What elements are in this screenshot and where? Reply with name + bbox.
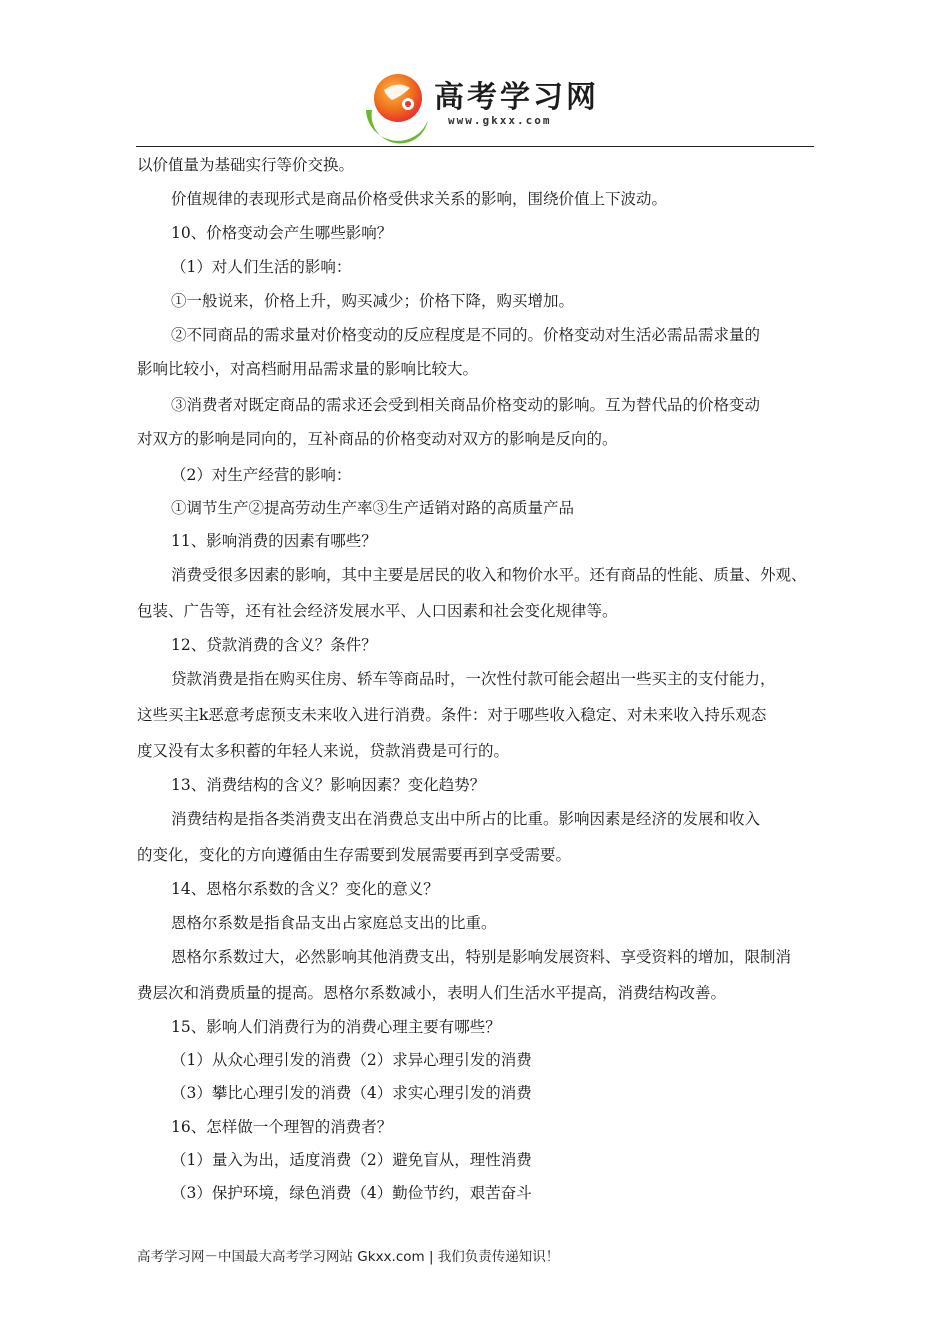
page-header xyxy=(0,0,950,150)
text-line: 价值规律的表现形式是商品价格受供求关系的影响，围绕价值上下波动。 xyxy=(171,190,668,208)
question-heading: 10、价格变动会产生哪些影响？ xyxy=(171,224,393,242)
text-line: 恩格尔系数是指食品支出占家庭总支出的比重。 xyxy=(171,914,497,932)
text-line: ①调节生产②提高劳动生产率③生产适销对路的高质量产品 xyxy=(171,499,575,517)
text-line: ①一般说来，价格上升，购买减少；价格下降，购买增加。 xyxy=(171,292,575,310)
question-heading: 13、消费结构的含义？影响因素？变化趋势？ xyxy=(171,776,486,794)
question-heading: 11、影响消费的因素有哪些？ xyxy=(171,532,377,550)
text-line: ③消费者对既定商品的需求还会受到相关商品价格变动的影响。互为替代品的价格变动 xyxy=(171,396,761,414)
text-line: 对双方的影响是同向的，互补商品的价格变动对双方的影响是反向的。 xyxy=(137,430,618,448)
text-line: 这些买主k恶意考虑预支未来收入进行消费。条件：对于哪些收入稳定、对未来收入持乐观态 xyxy=(137,706,767,724)
text-line: （1）量入为出，适度消费（2）避免盲从，理性消费 xyxy=(171,1151,532,1169)
text-line: 费层次和消费质量的提高。恩格尔系数减小，表明人们生活水平提高，消费结构改善。 xyxy=(137,984,727,1002)
logo-mark-icon xyxy=(358,66,438,146)
text-line: （2）对生产经营的影响： xyxy=(171,466,352,484)
text-line: 消费结构是指各类消费支出在消费总支出中所占的比重。影响因素是经济的发展和收入 xyxy=(171,810,761,828)
text-line: 包装、广告等，还有社会经济发展水平、人口因素和社会变化规律等。 xyxy=(137,602,618,620)
text-line: （3）保护环境，绿色消费（4）勤俭节约，艰苦奋斗 xyxy=(171,1184,532,1202)
question-heading: 16、怎样做一个理智的消费者？ xyxy=(171,1118,393,1136)
text-line: 贷款消费是指在购买住房、轿车等商品时，一次性付款可能会超出一些买主的支付能力， xyxy=(171,670,776,688)
text-line: （1）从众心理引发的消费（2）求异心理引发的消费 xyxy=(171,1051,532,1069)
text-line: 以价值量为基础实行等价交换。 xyxy=(137,156,355,174)
text-line: 消费受很多因素的影响，其中主要是居民的收入和物价水平。还有商品的性能、质量、外观、 xyxy=(171,566,807,584)
question-heading: 12、贷款消费的含义？条件？ xyxy=(171,636,377,654)
question-heading: 14、恩格尔系数的含义？变化的意义？ xyxy=(171,880,439,898)
text-line: 恩格尔系数过大，必然影响其他消费支出，特别是影响发展资料、享受资料的增加，限制消 xyxy=(171,948,792,966)
header-divider xyxy=(136,146,814,147)
text-line: 的变化，变化的方向遵循由生存需要到发展需要再到享受需要。 xyxy=(137,846,572,864)
site-logo[interactable] xyxy=(358,66,618,146)
logo-title: 高考学习网 xyxy=(434,80,599,115)
question-heading: 15、影响人们消费行为的消费心理主要有哪些？ xyxy=(171,1018,501,1036)
logo-url: www.gkxx.com xyxy=(448,114,552,127)
text-line: 度又没有太多积蓄的年轻人来说，贷款消费是可行的。 xyxy=(137,742,510,760)
page-footer: 高考学习网－中国最大高考学习网站 Gkxx.com | 我们负责传递知识！ xyxy=(137,1249,560,1265)
text-line: （1）对人们生活的影响： xyxy=(171,258,352,276)
text-line: ②不同商品的需求量对价格变动的反应程度是不同的。价格变动对生活必需品需求量的 xyxy=(171,326,761,344)
text-line: 影响比较小，对高档耐用品需求量的影响比较大。 xyxy=(137,360,479,378)
text-line: （3）攀比心理引发的消费（4）求实心理引发的消费 xyxy=(171,1084,532,1102)
